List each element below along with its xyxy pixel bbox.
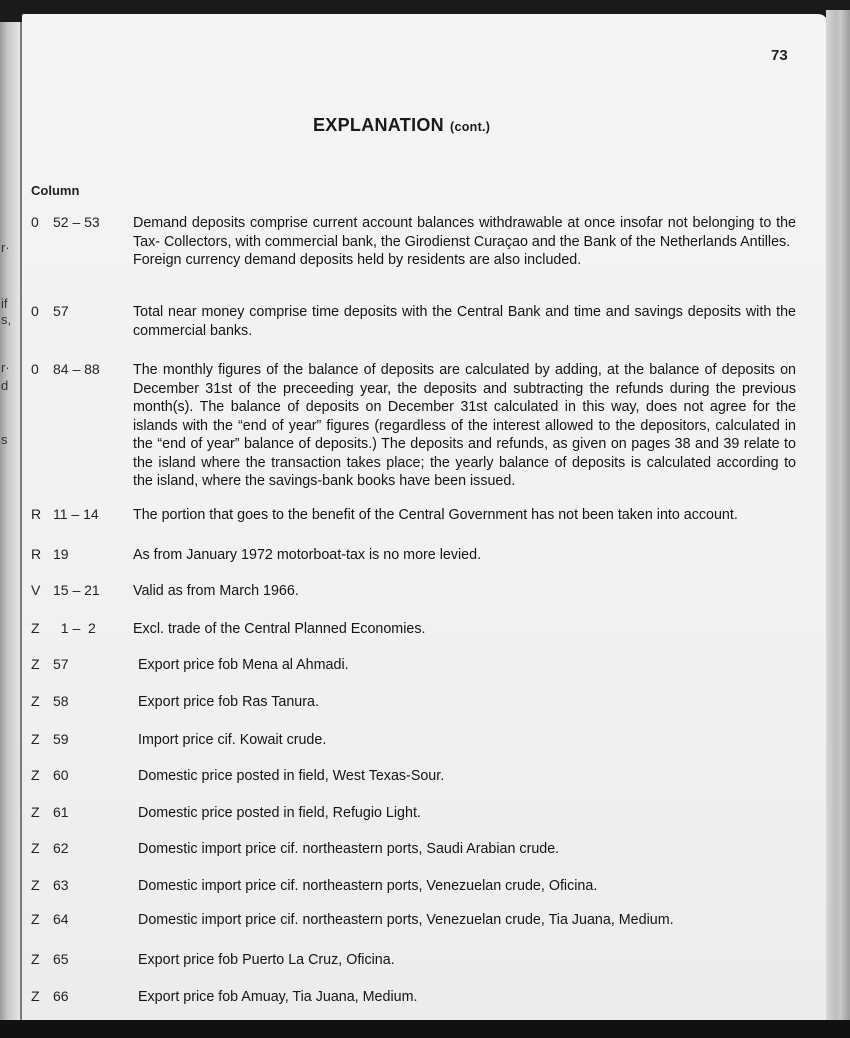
entry-range: 11 – 14 [53,506,99,522]
margin-fragment: s [1,432,8,447]
entry-code: Z [31,877,40,893]
entry-code: Z [31,767,40,783]
page-number: 73 [771,47,788,64]
entry-code: Z [31,911,40,927]
entry-range: 57 [53,303,69,319]
entry-range: 1 – 2 [53,620,96,636]
entry-code: V [31,582,41,598]
entry-text [138,656,801,675]
page-title [313,115,490,136]
entry-code: Z [31,951,40,967]
entry-paragraph: Export price fob Puerto La Cruz, Oficina. [138,952,395,968]
entry-text [133,620,796,639]
entry-text [138,988,801,1007]
entry-paragraph: Domestic price posted in field, Refugio Light. [138,805,421,821]
entry-text [138,877,801,896]
entry-text [138,911,801,930]
entry-paragraph: Export price fob Amuay, Tia Juana, Medium. [138,989,418,1005]
entry-code: R [31,546,42,562]
margin-fragment: s, [1,312,12,327]
margin-fragment: r· [1,360,10,375]
entry-range: 15 – 21 [53,582,100,598]
entry-range: 66 [53,988,69,1004]
entry-text [138,731,801,750]
title-suffix: (cont.) [449,120,491,134]
entry-code: Z [31,804,40,820]
margin-fragment: d [1,378,9,393]
entry-code: Z [31,840,40,856]
entry-code: 0 [31,214,39,230]
entry-text [133,506,796,525]
entry-range: 57 [53,656,69,672]
entry-text [138,840,801,859]
entry-paragraph: Excl. trade of the Central Planned Economies. [133,621,426,637]
entry-paragraph: Import price cif. Kowait crude. [138,732,327,748]
entry-paragraph: Domestic import price cif. northeastern ports, Venezuelan crude, Oficina. [138,878,598,894]
entry-text [133,546,796,565]
entry-code: 0 [31,361,39,377]
entry-text [138,804,801,823]
entry-paragraph: Total near money comprise time deposits with the Central Bank and time and savings deposits with the commercial banks. [133,304,796,339]
entry-range: 84 – 88 [53,361,100,377]
entry-paragraph: Domestic import price cif. northeastern ports, Venezuelan crude, Tia Juana, Medium. [138,912,674,928]
entry-code: Z [31,620,40,636]
entry-paragraph: Export price fob Mena al Ahmadi. [138,657,349,673]
entry-range: 64 [53,911,69,927]
entry-paragraph: As from January 1972 motorboat-tax is no more levied. [133,547,482,563]
title-text: EXPLANATION [313,115,444,135]
entry-code: Z [31,988,40,1004]
entry-text [133,303,796,340]
column-header: Column [31,183,80,198]
entry-code: 0 [31,303,39,319]
entry-paragraph: Domestic import price cif. northeastern ports, Saudi Arabian crude. [138,841,560,857]
entry-range: 52 – 53 [53,214,100,230]
entry-range: 63 [53,877,69,893]
entry-text [138,951,801,970]
entry-range: 58 [53,693,69,709]
entry-range: 19 [53,546,69,562]
entry-text [138,693,801,712]
entry-code: Z [31,731,40,747]
scan-border-bottom [0,1020,850,1038]
entry-paragraph: The portion that goes to the benefit of the Central Government has not been taken into account. [133,507,738,523]
entry-text [133,361,796,491]
entry-paragraph: The monthly figures of the balance of deposits are calculated by adding, at the balance of deposits on December 31st of the preceeding year, the deposits and subtracting the refunds during the previous month(s). The balance of deposits on December 31st calculated in this way, does not agree for the islands with the “end of year” figures (regardless of the interest allowed to the depositors, calculated in the “end of year” balance of deposits.) The deposits and refunds, as given on pages 38 and 39 relate to the island where the transaction takes place; the yearly balance of deposits is calculated according to the island, where the savings-bank books have been issued. [133,362,796,489]
margin-fragment: r· [1,240,10,255]
entry-range: 62 [53,840,69,856]
entry-range: 60 [53,767,69,783]
page-edge-right [826,10,850,1020]
entry-text [138,767,801,786]
entry-paragraph: Demand deposits comprise current account balances withdrawable at once insofar not belonging to the Tax- Collectors, with commercial bank, the Girodienst Curaçao and the Bank of the Netherlands Antilles. [133,215,796,250]
entry-range: 61 [53,804,69,820]
entry-paragraph: Export price fob Ras Tanura. [138,694,319,710]
entry-code: R [31,506,42,522]
margin-fragment: if [1,296,8,311]
entry-code: Z [31,656,40,672]
entry-range: 59 [53,731,69,747]
entry-paragraph: Domestic price posted in field, West Texas-Sour. [138,768,445,784]
entry-text [133,582,796,601]
book-spine-left [0,22,20,1022]
entry-paragraph: Foreign currency demand deposits held by residents are also included. [133,252,582,268]
entry-text [133,214,796,270]
entry-paragraph: Valid as from March 1966. [133,583,299,599]
entry-range: 65 [53,951,69,967]
entry-code: Z [31,693,40,709]
